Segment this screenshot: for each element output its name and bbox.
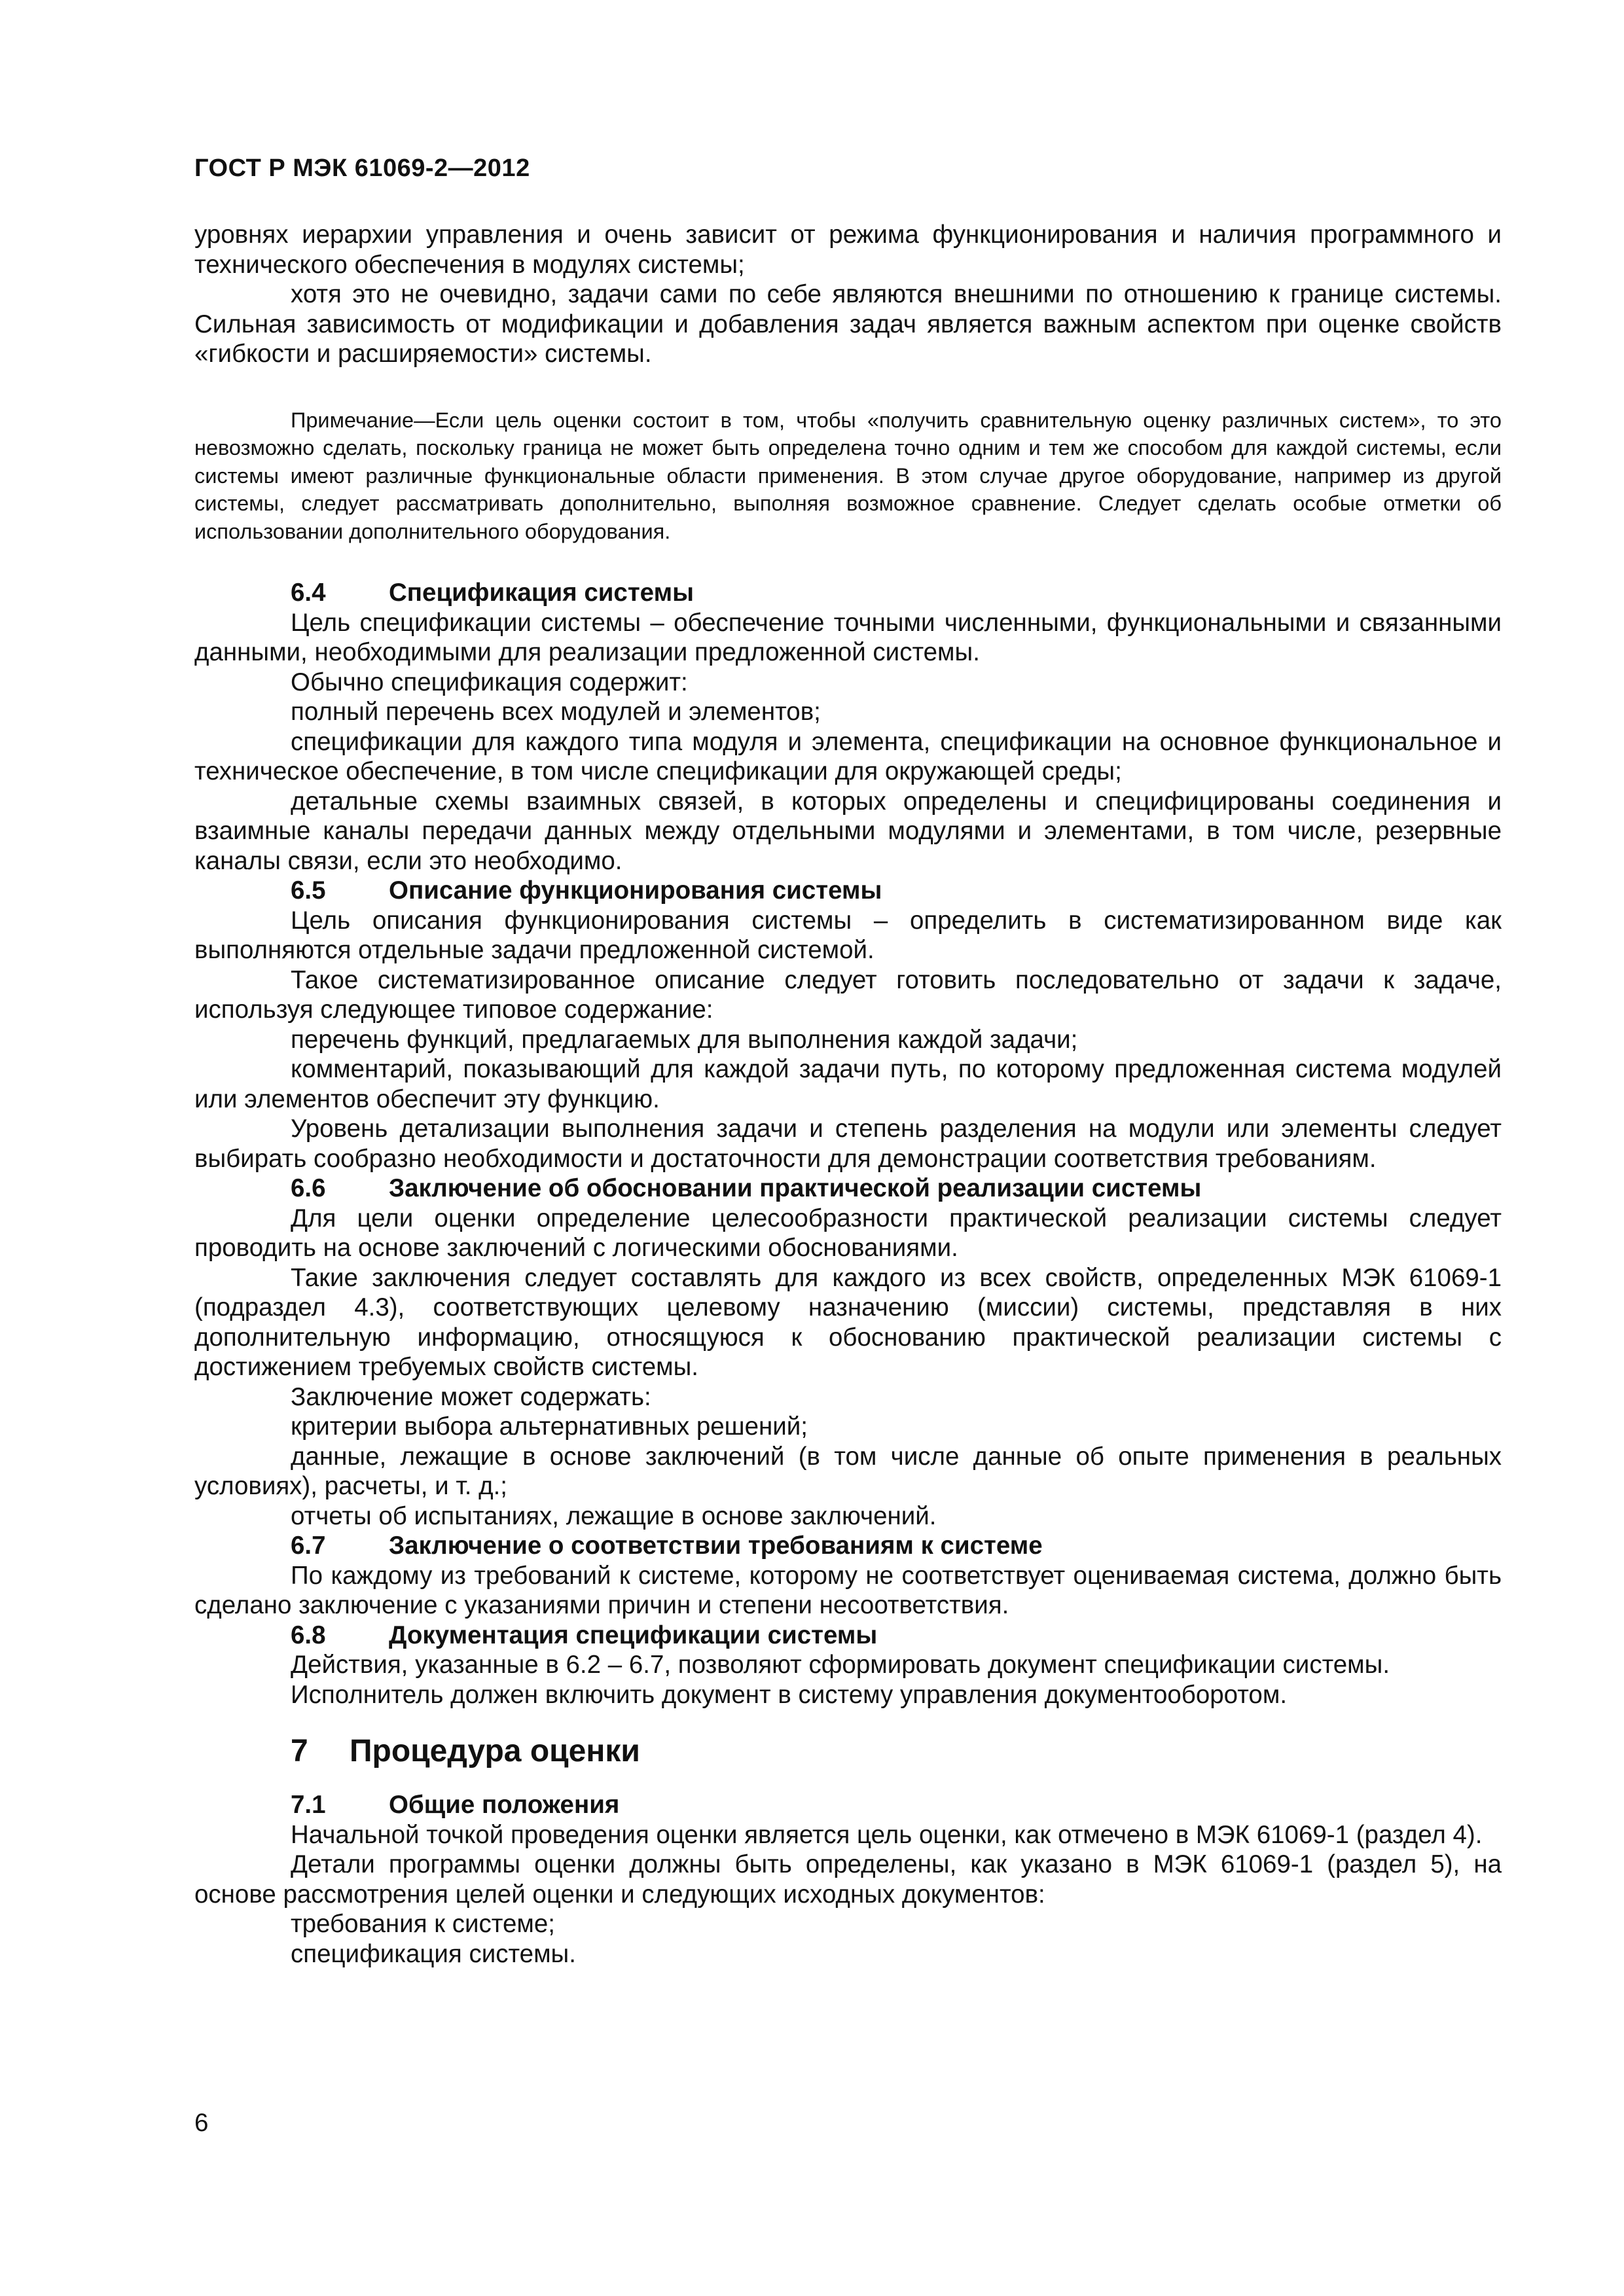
list-item: отчеты об испытаниях, лежащие в основе заключений.	[291, 1501, 937, 1530]
list-item: комментарий, показывающий для каждой задачи путь, по которому предложенная система модулей или элементов обеспечит эту функцию.	[194, 1055, 1502, 1113]
list-item: данные, лежащие в основе заключений (в том числе данные об опыте применения в реальных условиях), расчеты, и т. д.;	[194, 1442, 1502, 1500]
paragraph: уровнях иерархии управления и очень зависит от режима функционирования и наличия программного и технического обеспечения в модулях системы;	[194, 221, 1502, 279]
list-item: перечень функций, предлагаемых для выполнения каждой задачи;	[291, 1025, 1078, 1054]
section-heading-6-6	[194, 1174, 1502, 1204]
section-title: Заключение об обосновании практической реализации системы	[389, 1174, 1202, 1202]
list-item: детальные схемы взаимных связей, в которых определены и специфицированы соединения и взаимные каналы передачи данных между отдельными модулями и элементами, в том числе, резервные каналы связи, если это необходимо.	[194, 787, 1502, 875]
section-heading-6-4	[194, 578, 1502, 608]
section-number: 6.7	[291, 1532, 326, 1560]
section-number: 7	[291, 1734, 308, 1768]
paragraph: хотя это не очевидно, задачи сами по себе являются внешними по отношению к границе системы. Сильная зависимость от модификации и добавления задач является важным аспектом при оценке свойств «гибкости и расширяемости» системы.	[194, 280, 1502, 368]
paragraph: Начальной точкой проведения оценки является цель оценки, как отмечено в МЭК 61069-1 (раздел 4).	[291, 1820, 1483, 1849]
note: Примечание—Если цель оценки состоит в том, чтобы «получить сравнительную оценку различных систем», то это невозможно сделать, поскольку граница не может быть определена точно одним и тем же способом для каждой системы, если системы имеют различные функциональные области применения. В этом случае другое оборудование, например из другой системы, следует рассматривать дополнительно, выполняя возможное сравнение. Следует сделать особые отметки об использовании дополнительного оборудования.	[194, 408, 1502, 543]
list-item: критерии выбора альтернативных решений;	[291, 1412, 808, 1441]
list-item: спецификации для каждого типа модуля и элемента, спецификации на основное функциональное и техническое обеспечение, в том числе спецификации для окружающей среды;	[194, 727, 1502, 785]
list-item: полный перечень всех модулей и элементов;	[291, 698, 821, 726]
section-number: 6.4	[291, 579, 326, 607]
paragraph: Такое систематизированное описание следует готовить последовательно от задачи к задаче, используя следующее типовое содержание:	[194, 965, 1502, 1024]
page-number: 6	[194, 2109, 209, 2137]
section-title: Общие положения	[389, 1791, 620, 1819]
section-heading-7	[194, 1733, 1502, 1770]
paragraph: Исполнитель должен включить документ в систему управления документооборотом.	[291, 1680, 1288, 1709]
section-number: 6.6	[291, 1174, 326, 1202]
document-header: ГОСТ Р МЭК 61069-2—2012	[194, 154, 530, 182]
section-title: Спецификация системы	[389, 579, 694, 607]
section-title: Заключение о соответствии требованиям к системе	[389, 1532, 1043, 1560]
paragraph: По каждому из требований к системе, которому не соответствует оцениваемая система, должно быть сделано заключение с указаниями причин и степени несоответствия.	[194, 1561, 1502, 1619]
paragraph: Уровень детализации выполнения задачи и степень разделения на модули или элементы следует выбирать сообразно необходимости и достаточности для демонстрации соответствия требованиям.	[194, 1115, 1502, 1173]
list-item: спецификация системы.	[291, 1939, 576, 1968]
section-heading-6-8	[194, 1621, 1502, 1651]
section-heading-6-7	[194, 1531, 1502, 1561]
section-heading-6-5	[194, 876, 1502, 906]
paragraph: Для цели оценки определение целесообразности практической реализации системы следует проводить на основе заключений с логическими обоснованиями.	[194, 1204, 1502, 1262]
paragraph: Детали программы оценки должны быть определены, как указано в МЭК 61069-1 (раздел 5), на основе рассмотрения целей оценки и следующих исходных документов:	[194, 1850, 1502, 1909]
section-heading-7-1	[194, 1790, 1502, 1820]
paragraph: Действия, указанные в 6.2 – 6.7, позволяют сформировать документ спецификации системы.	[291, 1651, 1390, 1679]
list-item: требования к системе;	[291, 1910, 555, 1938]
paragraph: Заключение может содержать:	[291, 1382, 651, 1411]
paragraph: Обычно спецификация содержит:	[291, 668, 688, 696]
section-number: 6.5	[291, 876, 326, 905]
section-number: 6.8	[291, 1621, 326, 1649]
section-number: 7.1	[291, 1791, 326, 1819]
section-title: Процедура оценки	[350, 1734, 640, 1768]
paragraph: Цель описания функционирования системы – определить в систематизированном виде как выполняются отдельные задачи предложенной системой.	[194, 906, 1502, 964]
paragraph: Цель спецификации системы – обеспечение точными численными, функциональными и связанными данными, необходимыми для реализации предложенной системы.	[194, 608, 1502, 666]
paragraph: Такие заключения следует составлять для каждого из всех свойств, определенных МЭК 61069-1 (подраздел 4.3), соответствующих целевому назначению (миссии) системы, представляя в них дополнительную информацию, относящуюся к обоснованию практической реализации системы с достижением требуемых свойств системы.	[194, 1263, 1502, 1381]
section-title: Описание функционирования системы	[389, 876, 882, 905]
section-title: Документация спецификации системы	[389, 1621, 878, 1649]
page-content	[194, 220, 1502, 1969]
